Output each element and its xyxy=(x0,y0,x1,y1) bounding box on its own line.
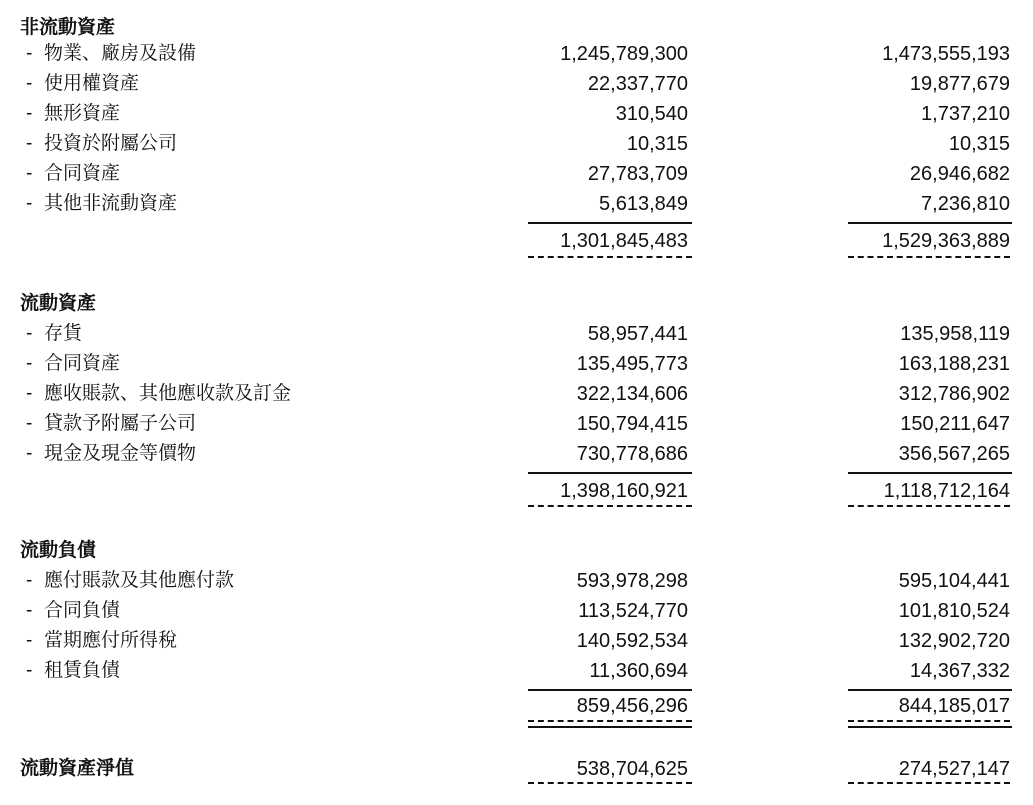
table-row xyxy=(0,101,1033,131)
row-label xyxy=(26,71,139,97)
value-current-year: 730,778,686 xyxy=(576,443,688,465)
table-row xyxy=(0,441,1033,471)
row-label-text: 合同負債 xyxy=(44,600,121,621)
value-current-year: 22,337,770 xyxy=(587,73,688,95)
bullet-dash: - xyxy=(26,43,33,64)
table-row xyxy=(0,71,1033,101)
value-prior-year: 132,902,720 xyxy=(898,630,1010,652)
bullet-dash: - xyxy=(26,103,33,124)
subtotal-rule xyxy=(848,689,1012,691)
subtotal-current-year: 859,456,296 xyxy=(576,695,688,717)
subtotal-rule xyxy=(528,689,692,691)
row-label-text: 應付賬款及其他應付款 xyxy=(44,570,235,591)
value-current-year: 58,957,441 xyxy=(587,323,688,345)
row-label xyxy=(26,381,291,407)
table-row xyxy=(0,628,1033,658)
value-prior-year: 14,367,332 xyxy=(909,660,1010,682)
table-row xyxy=(0,598,1033,628)
value-current-year: 10,315 xyxy=(626,133,688,155)
bullet-dash: - xyxy=(26,660,33,681)
row-label-text: 應收賬款、其他應收款及訂金 xyxy=(44,383,292,404)
row-label xyxy=(26,568,234,594)
value-current-year: 11,360,694 xyxy=(589,660,688,682)
table-row xyxy=(0,321,1033,351)
subtotal-rule xyxy=(528,472,692,474)
value-prior-year: 595,104,441 xyxy=(898,570,1010,592)
row-label xyxy=(26,101,120,127)
value-current-year: 310,540 xyxy=(615,103,688,125)
subtotal-current-year: 1,398,160,921 xyxy=(560,480,688,502)
row-label xyxy=(26,351,120,377)
subtotal-dashed-rule xyxy=(848,505,1010,507)
subtotal-rule xyxy=(848,726,1012,728)
value-current-year: 135,495,773 xyxy=(576,353,688,375)
subtotal-rule xyxy=(528,222,692,224)
value-prior-year: 1,473,555,193 xyxy=(882,43,1010,65)
row-label-text: 合同資產 xyxy=(44,353,121,374)
section-heading: 流動負債 xyxy=(20,540,97,561)
net-prior-year: 274,527,147 xyxy=(898,758,1010,780)
value-prior-year: 163,188,231 xyxy=(898,353,1010,375)
row-label xyxy=(26,321,82,347)
subtotal-prior-year: 1,118,712,164 xyxy=(883,480,1010,502)
table-row xyxy=(0,658,1033,688)
net-current-year: 538,704,625 xyxy=(576,758,688,780)
row-label xyxy=(26,628,177,654)
row-label-text: 無形資產 xyxy=(44,103,121,124)
value-current-year: 27,783,709 xyxy=(587,163,688,185)
value-current-year: 150,794,415 xyxy=(576,413,688,435)
table-row xyxy=(0,131,1033,161)
row-label xyxy=(26,411,196,437)
value-prior-year: 1,737,210 xyxy=(921,103,1010,125)
value-current-year: 113,524,770 xyxy=(578,600,688,622)
subtotal-dashed-rule xyxy=(528,505,692,507)
subtotal-prior-year: 1,529,363,889 xyxy=(882,230,1010,252)
value-current-year: 322,134,606 xyxy=(576,383,688,405)
subtotal-rule xyxy=(848,222,1012,224)
bullet-dash: - xyxy=(26,570,33,591)
table-row xyxy=(0,411,1033,441)
value-prior-year: 356,567,265 xyxy=(898,443,1010,465)
subtotal-prior-year: 844,185,017 xyxy=(898,695,1010,717)
row-label-text: 租賃負債 xyxy=(44,660,121,681)
section-heading: 非流動資產 xyxy=(20,17,116,38)
subtotal-row xyxy=(0,478,1033,508)
value-prior-year: 7,236,810 xyxy=(921,193,1010,215)
value-prior-year: 19,877,679 xyxy=(909,73,1010,95)
table-row xyxy=(0,351,1033,381)
bullet-dash: - xyxy=(26,443,33,464)
section-heading: 流動資產 xyxy=(20,293,97,314)
subtotal-rule xyxy=(848,472,1012,474)
row-label-text: 投資於附屬公司 xyxy=(44,133,178,154)
bullet-dash: - xyxy=(26,163,33,184)
value-current-year: 140,592,534 xyxy=(576,630,688,652)
row-label-text: 存貨 xyxy=(44,323,83,344)
bullet-dash: - xyxy=(26,630,33,651)
table-row xyxy=(0,191,1033,221)
bullet-dash: - xyxy=(26,193,33,214)
bullet-dash: - xyxy=(26,73,33,94)
row-label xyxy=(26,658,120,684)
table-row xyxy=(0,161,1033,191)
value-prior-year: 150,211,647 xyxy=(900,413,1010,435)
row-label-text: 物業、廠房及設備 xyxy=(44,43,197,64)
net-dashed-rule xyxy=(848,782,1010,784)
value-prior-year: 101,810,524 xyxy=(898,600,1010,622)
row-label-text: 合同資產 xyxy=(44,163,121,184)
subtotal-current-year: 1,301,845,483 xyxy=(560,230,688,252)
row-label-text: 其他非流動資產 xyxy=(44,193,178,214)
row-label xyxy=(26,161,120,187)
row-label-text: 使用權資產 xyxy=(44,73,140,94)
bullet-dash: - xyxy=(26,383,33,404)
bullet-dash: - xyxy=(26,600,33,621)
row-label xyxy=(26,191,177,217)
row-label-text: 當期應付所得稅 xyxy=(44,630,178,651)
row-label xyxy=(26,441,196,467)
value-current-year: 593,978,298 xyxy=(576,570,688,592)
value-current-year: 5,613,849 xyxy=(599,193,688,215)
bullet-dash: - xyxy=(26,413,33,434)
bullet-dash: - xyxy=(26,133,33,154)
table-row xyxy=(0,381,1033,411)
subtotal-row xyxy=(0,693,1033,723)
table-row xyxy=(0,41,1033,71)
row-label xyxy=(26,598,120,624)
subtotal-dashed-rule xyxy=(528,720,692,722)
subtotal-row xyxy=(0,228,1033,258)
bullet-dash: - xyxy=(26,353,33,374)
row-label-text: 現金及現金等價物 xyxy=(44,443,197,464)
table-row xyxy=(0,568,1033,598)
row-label-text: 貸款予附屬子公司 xyxy=(44,413,197,434)
subtotal-rule xyxy=(528,726,692,728)
value-prior-year: 312,786,902 xyxy=(898,383,1010,405)
value-prior-year: 26,946,682 xyxy=(909,163,1010,185)
subtotal-dashed-rule xyxy=(848,720,1010,722)
value-prior-year: 10,315 xyxy=(948,133,1010,155)
subtotal-dashed-rule xyxy=(528,256,692,258)
value-prior-year: 135,958,119 xyxy=(900,323,1010,345)
subtotal-dashed-rule xyxy=(848,256,1010,258)
net-dashed-rule xyxy=(528,782,692,784)
section-heading: 流動資產淨值 xyxy=(20,758,135,779)
row-label xyxy=(26,131,177,157)
value-current-year: 1,245,789,300 xyxy=(560,43,688,65)
bullet-dash: - xyxy=(26,323,33,344)
row-label xyxy=(26,41,196,67)
